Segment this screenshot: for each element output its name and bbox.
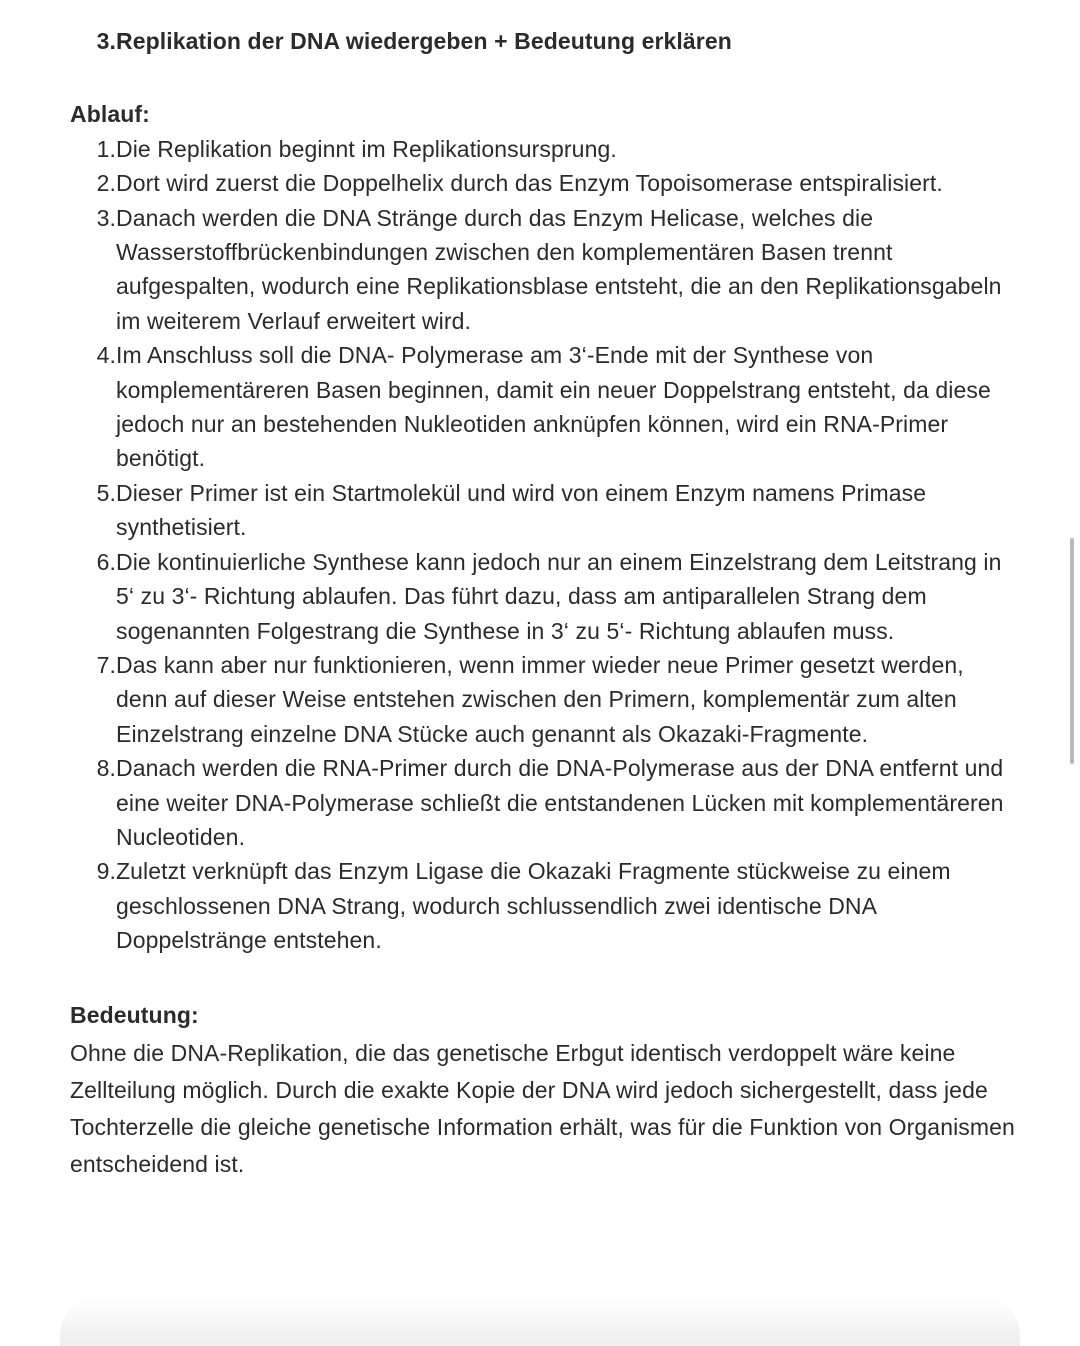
task-heading-text: Replikation der DNA wiedergeben + Bedeutung erklären [116, 28, 732, 54]
list-item [70, 166, 1020, 200]
step-number-cell [70, 545, 116, 648]
list-item [70, 201, 1020, 339]
list-item [70, 854, 1020, 957]
task-heading-number-cell [70, 24, 116, 58]
step-number: 9. [96, 858, 116, 885]
list-item [70, 476, 1020, 545]
step-text: Die Replikation beginnt im Replikationsursprung. [116, 135, 617, 162]
step-number: 5. [96, 479, 116, 506]
step-number-cell [70, 648, 116, 751]
bedeutung-paragraph: Ohne die DNA-Replikation, die das genetische Erbgut identisch verdoppelt wäre keine Zellteilung möglich. Durch die exakte Kopie der DNA wird jedoch sichergestellt, dass jede Tochterzelle die gleiche genetische Information erhält, was für die Funktion von Organismen entscheidend ist. [70, 1039, 1015, 1177]
document-content [70, 24, 1020, 1183]
step-text: Danach werden die RNA-Primer durch die DNA-Polymerase aus der DNA entfernt und eine weiter DNA-Polymerase schließt die entstandenen Lücken mit komplementäreren Nucleotiden. [116, 755, 1004, 850]
task-heading-number: 3. [96, 28, 116, 54]
list-item [70, 338, 1020, 476]
step-text: Zuletzt verknüpft das Enzym Ligase die Okazaki Fragmente stückweise zu einem geschlossenen DNA Strang, wodurch schlussendlich zwei identische DNA Doppelstränge entstehen. [116, 858, 951, 954]
ablauf-label: Ablauf: [70, 101, 150, 128]
step-number-cell [70, 132, 116, 166]
step-number: 4. [96, 342, 116, 369]
bedeutung-label: Bedeutung: [70, 1001, 199, 1028]
step-number: 1. [96, 135, 116, 162]
step-number-cell [70, 751, 116, 854]
step-number: 6. [96, 548, 116, 575]
vertical-scrollbar[interactable] [1070, 538, 1074, 764]
step-number-cell [70, 201, 116, 339]
step-number: 3. [96, 204, 116, 231]
step-number-cell [70, 166, 116, 200]
step-number-cell [70, 476, 116, 545]
ablauf-steps-list [70, 132, 1020, 958]
list-item [70, 751, 1020, 854]
step-number: 7. [96, 651, 116, 678]
step-number: 8. [96, 755, 116, 782]
step-text: Die kontinuierliche Synthese kann jedoch nur an einem Einzelstrang dem Leitstrang in 5‘ zu 3‘- Richtung ablaufen. Das führt dazu, dass am antiparallelen Strang dem sogenannten Folgestrang die Synthese in 3‘ zu 5‘- Richtung ablaufen muss. [116, 548, 1002, 644]
step-number-cell [70, 854, 116, 957]
step-text: Dieser Primer ist ein Startmolekül und wird von einem Enzym namens Primase synthetisiert. [116, 479, 927, 541]
step-text: Dort wird zuerst die Doppelhelix durch das Enzym Topoisomerase entspiralisiert. [116, 170, 943, 197]
step-number: 2. [96, 170, 116, 197]
bottom-fade [60, 1296, 1020, 1346]
list-item [70, 545, 1020, 648]
task-heading [70, 24, 1020, 58]
step-text: Im Anschluss soll die DNA- Polymerase am 3‘-Ende mit der Synthese von komplementäreren Basen beginnen, damit ein neuer Doppelstrang entsteht, da diese jedoch nur an bestehenden Nukleotiden anknüpfen können, wird ein RNA-Primer benötigt. [116, 342, 991, 472]
list-item [70, 648, 1020, 751]
step-text: Danach werden die DNA Stränge durch das Enzym Helicase, welches die Wasserstoffbrückenbindungen zwischen den komplementären Basen trennt aufgespalten, wodurch eine Replikationsblase entsteht, die an den Replikationsgabeln im weiterem Verlauf erweitert wird. [116, 204, 1002, 334]
step-text: Das kann aber nur funktionieren, wenn immer wieder neue Primer gesetzt werden, denn auf dieser Weise entstehen zwischen den Primern, komplementär zum alten Einzelstrang einzelne DNA Stücke auch genannt als Okazaki-Fragmente. [116, 651, 964, 747]
list-item [70, 132, 1020, 166]
step-number-cell [70, 338, 116, 476]
